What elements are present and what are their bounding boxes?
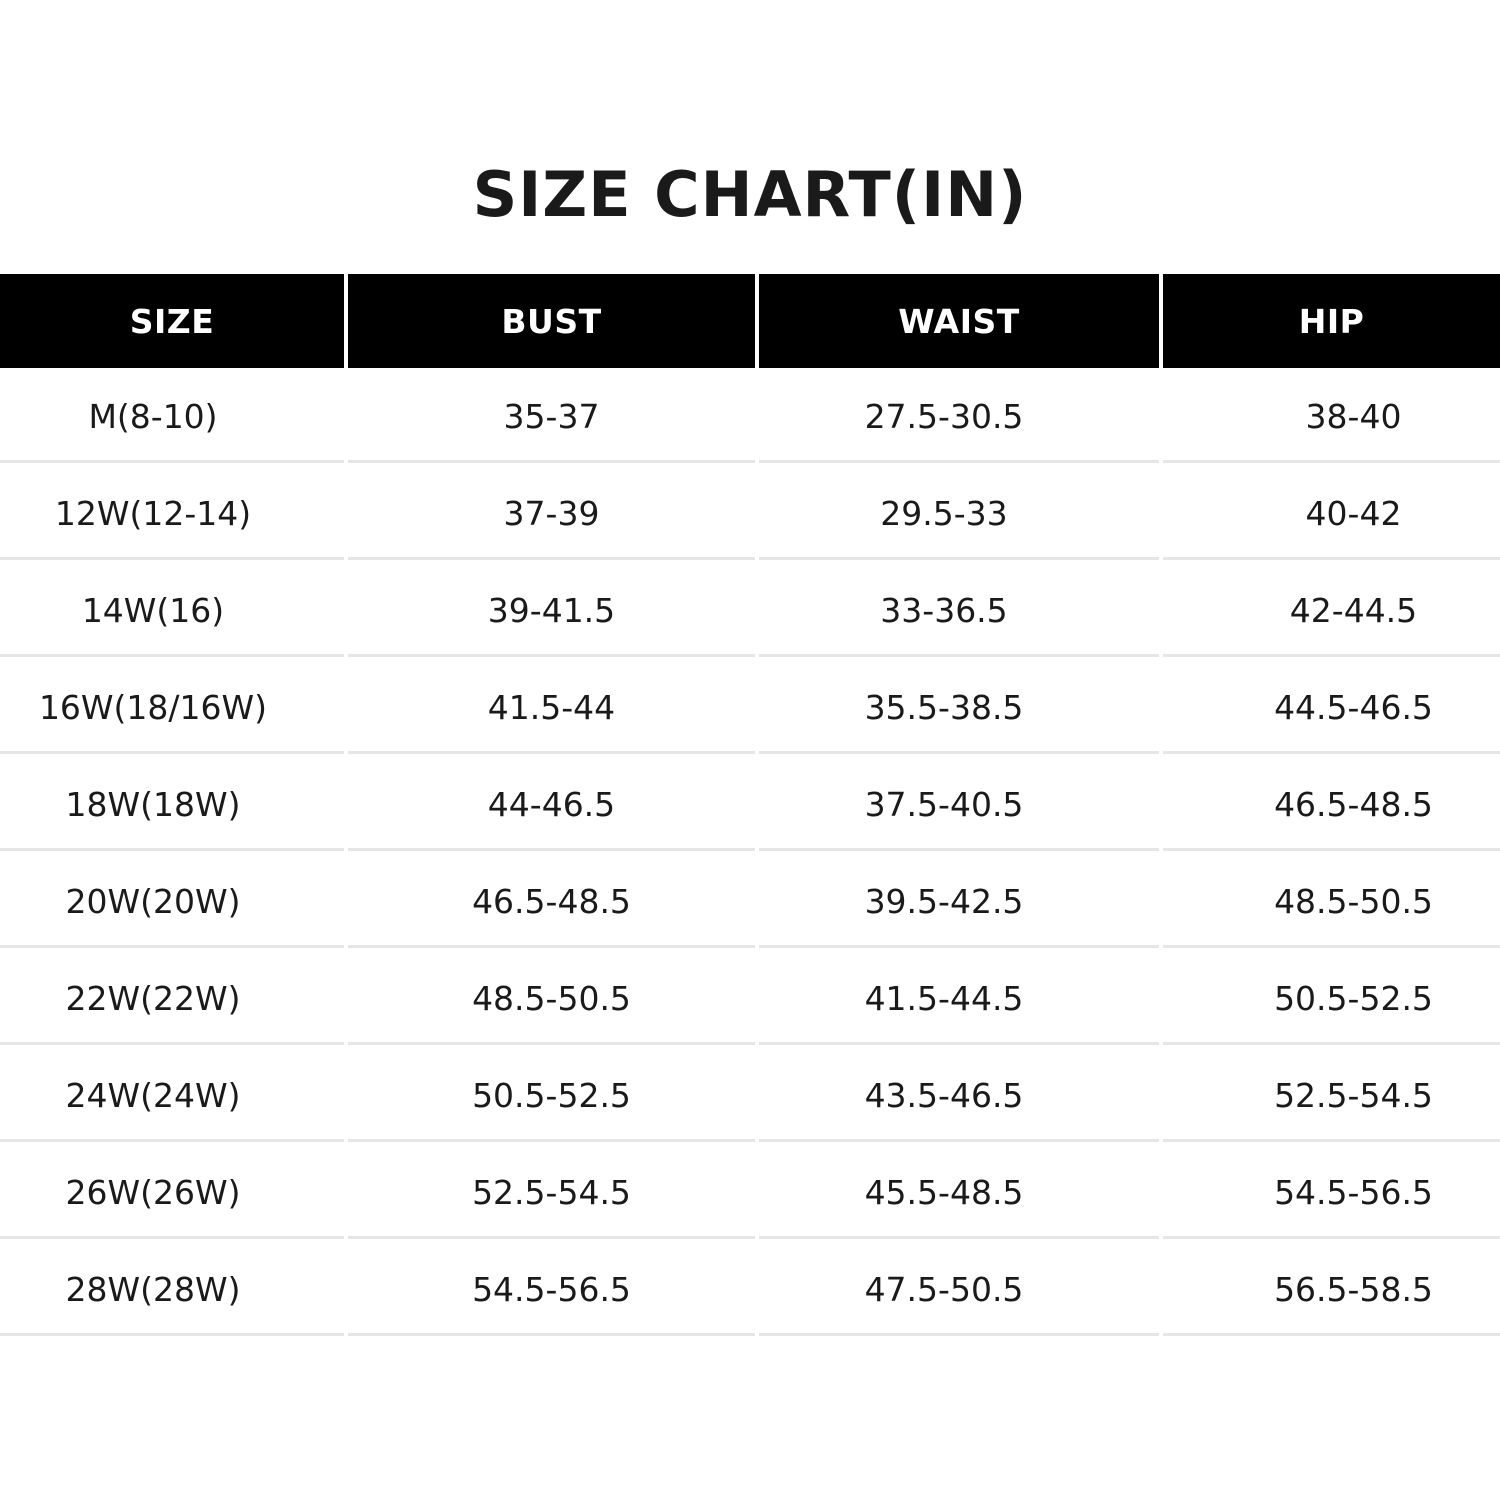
table-row <box>0 1047 1500 1144</box>
cell-value: 29.5-33 <box>880 493 1008 533</box>
cell-value: 41.5-44 <box>487 687 616 727</box>
cell-waist <box>759 1047 1159 1142</box>
cell-value: 22W(22W) <box>65 978 241 1018</box>
cell-hip <box>1163 950 1500 1045</box>
cell-value: 37.5-40.5 <box>864 784 1024 824</box>
table-row <box>0 950 1500 1047</box>
cell-value: 50.5-52.5 <box>472 1075 631 1115</box>
cell-size <box>0 950 344 1045</box>
cell-waist <box>759 562 1159 657</box>
cell-waist <box>759 465 1159 560</box>
column-header-size: SIZE <box>0 274 344 368</box>
cell-value: 18W(18W) <box>65 784 241 824</box>
cell-value: 50.5-52.5 <box>1274 978 1433 1018</box>
cell-value: 28W(28W) <box>65 1269 241 1309</box>
cell-value: M(8-10) <box>88 396 218 436</box>
cell-waist <box>759 659 1159 754</box>
cell-size <box>0 368 344 463</box>
table-header-row <box>0 274 1500 368</box>
cell-value: 46.5-48.5 <box>1274 784 1433 824</box>
cell-value: 45.5-48.5 <box>864 1172 1024 1212</box>
cell-value: 41.5-44.5 <box>864 978 1024 1018</box>
cell-bust <box>348 1144 755 1239</box>
cell-value: 47.5-50.5 <box>864 1269 1024 1309</box>
cell-size <box>0 1144 344 1239</box>
cell-waist <box>759 853 1159 948</box>
cell-value: 26W(26W) <box>65 1172 241 1212</box>
table-row <box>0 853 1500 950</box>
cell-value: 48.5-50.5 <box>472 978 631 1018</box>
cell-hip <box>1163 853 1500 948</box>
cell-value: 42-44.5 <box>1289 590 1418 630</box>
table-row <box>0 1241 1500 1338</box>
cell-value: 12W(12-14) <box>54 493 252 533</box>
cell-bust <box>348 465 755 560</box>
chart-title: SIZE CHART(IN) <box>472 158 1028 231</box>
cell-hip <box>1163 756 1500 851</box>
cell-size <box>0 465 344 560</box>
cell-value: 38-40 <box>1305 396 1402 436</box>
size-table <box>0 274 1500 1338</box>
cell-waist <box>759 368 1159 463</box>
cell-size <box>0 659 344 754</box>
cell-hip <box>1163 1047 1500 1142</box>
cell-bust <box>348 756 755 851</box>
cell-value: 20W(20W) <box>65 881 241 921</box>
table-row <box>0 1144 1500 1241</box>
cell-bust <box>348 562 755 657</box>
cell-value: 56.5-58.5 <box>1274 1269 1433 1309</box>
cell-value: 52.5-54.5 <box>1274 1075 1433 1115</box>
cell-value: 33-36.5 <box>880 590 1008 630</box>
cell-hip <box>1163 1241 1500 1336</box>
cell-value: 35.5-38.5 <box>864 687 1024 727</box>
cell-value: 54.5-56.5 <box>472 1269 631 1309</box>
cell-waist <box>759 1144 1159 1239</box>
cell-value: 39-41.5 <box>487 590 616 630</box>
cell-bust <box>348 1047 755 1142</box>
cell-waist <box>759 1241 1159 1336</box>
column-header-hip: HIP <box>1163 274 1500 368</box>
cell-value: 14W(16) <box>81 590 225 630</box>
cell-value: 37-39 <box>503 493 600 533</box>
cell-bust <box>348 659 755 754</box>
cell-value: 40-42 <box>1305 493 1402 533</box>
cell-bust <box>348 1241 755 1336</box>
table-row <box>0 756 1500 853</box>
cell-size <box>0 1047 344 1142</box>
cell-waist <box>759 950 1159 1045</box>
cell-value: 44.5-46.5 <box>1274 687 1433 727</box>
cell-size <box>0 562 344 657</box>
cell-value: 16W(18/16W) <box>38 687 268 727</box>
table-row <box>0 562 1500 659</box>
cell-value: 43.5-46.5 <box>864 1075 1024 1115</box>
cell-hip <box>1163 562 1500 657</box>
cell-hip <box>1163 368 1500 463</box>
cell-value: 27.5-30.5 <box>864 396 1024 436</box>
cell-value: 54.5-56.5 <box>1274 1172 1433 1212</box>
cell-value: 39.5-42.5 <box>864 881 1024 921</box>
cell-value: 44-46.5 <box>487 784 616 824</box>
cell-size <box>0 1241 344 1336</box>
table-row <box>0 368 1500 465</box>
table-row <box>0 659 1500 756</box>
cell-bust <box>348 368 755 463</box>
cell-waist <box>759 756 1159 851</box>
table-body <box>0 368 1500 1338</box>
cell-size <box>0 853 344 948</box>
cell-size <box>0 756 344 851</box>
cell-bust <box>348 950 755 1045</box>
cell-value: 48.5-50.5 <box>1274 881 1433 921</box>
cell-hip <box>1163 465 1500 560</box>
cell-value: 52.5-54.5 <box>472 1172 631 1212</box>
cell-value: 35-37 <box>503 396 600 436</box>
column-header-bust: BUST <box>348 274 755 368</box>
cell-hip <box>1163 659 1500 754</box>
table-row <box>0 465 1500 562</box>
cell-hip <box>1163 1144 1500 1239</box>
cell-bust <box>348 853 755 948</box>
column-header-waist: WAIST <box>759 274 1159 368</box>
cell-value: 46.5-48.5 <box>472 881 631 921</box>
cell-value: 24W(24W) <box>65 1075 241 1115</box>
